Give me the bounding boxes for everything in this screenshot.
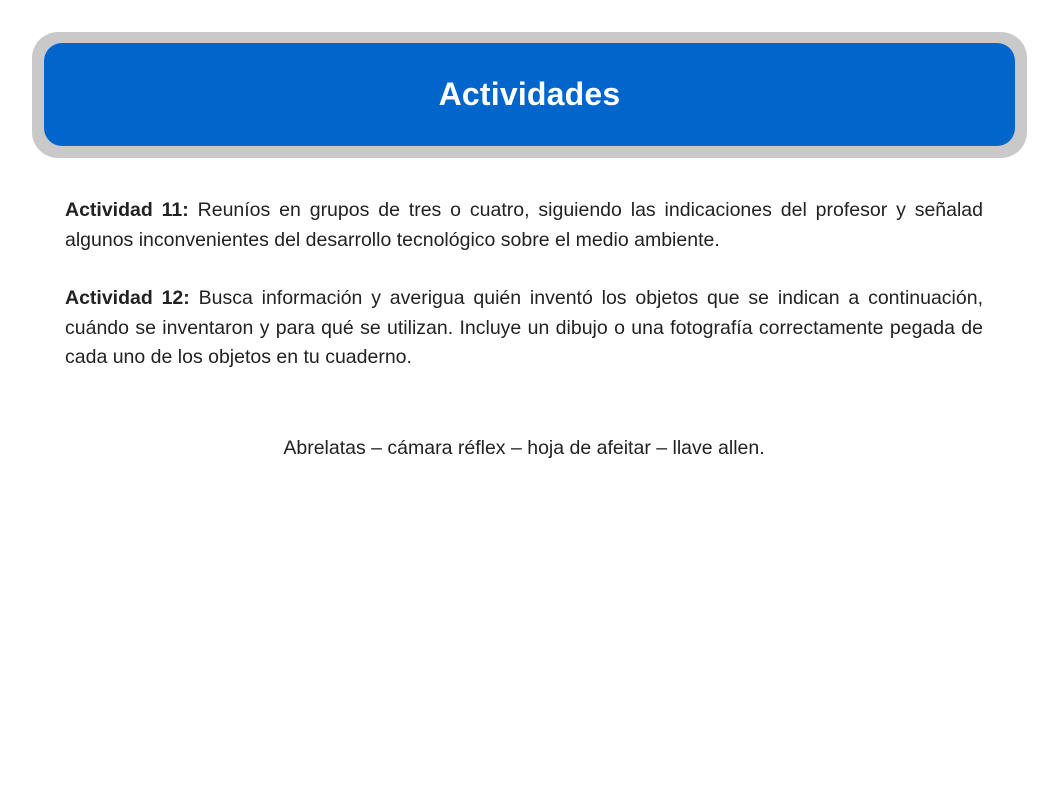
slide-title: Actividades [438,76,621,112]
title-banner-frame [32,32,1027,158]
activity-11-paragraph [65,196,983,255]
objects-list: Abrelatas – cámara réflex – hoja de afeitar – llave allen. [283,437,765,459]
activity-12-text: Busca información y averigua quién inventó los objetos que se indican a continuación, cuándo se inventaron y para qué se utilizan. Incluye un dibujo o una fotografía correctamente pegada de cada uno de los objetos en tu cuaderno. [65,287,984,368]
activity-12-paragraph [65,284,983,373]
activities-body [65,196,983,373]
activity-11-text: Reuníos en grupos de tres o cuatro, siguiendo las indicaciones del profesor y señalad algunos inconvenientes del desarrollo tecnológico sobre el medio ambiente. [65,199,984,251]
activity-11-label: Actividad 11: [65,199,189,221]
title-banner [44,43,1015,146]
activity-12-label: Actividad 12: [65,287,190,309]
